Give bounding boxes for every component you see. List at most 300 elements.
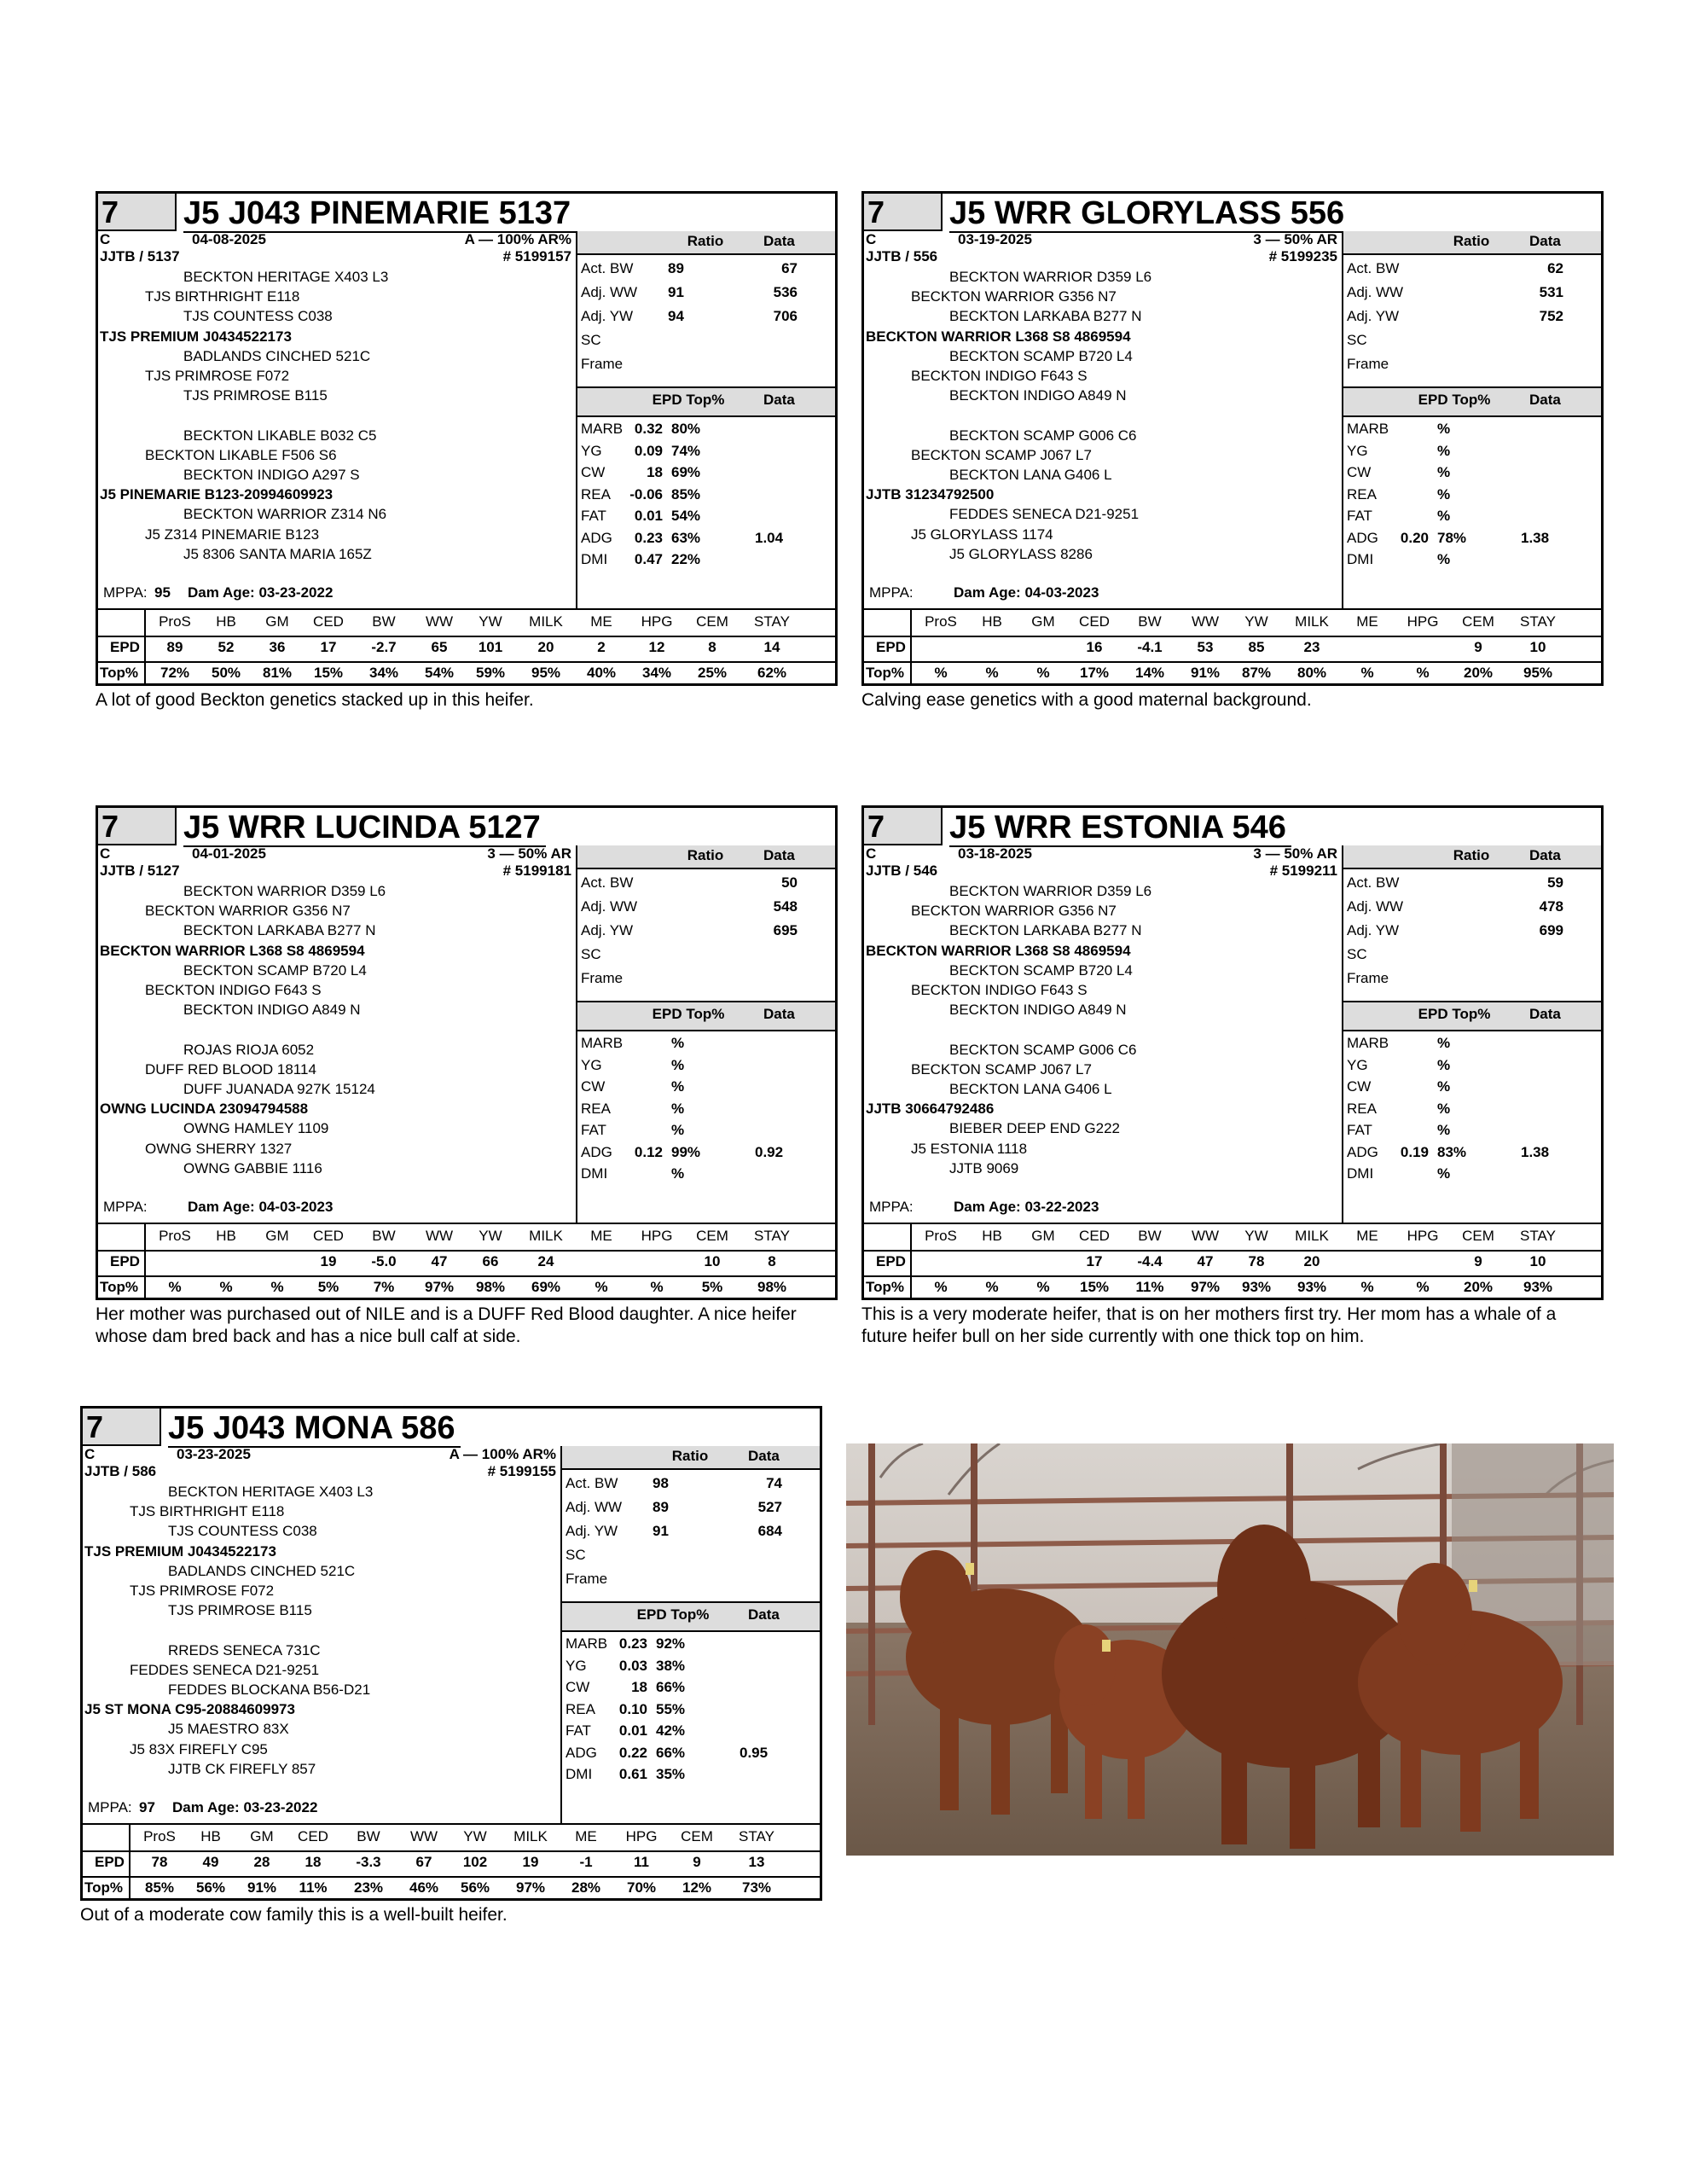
tag-number: JJTB / 556 — [866, 248, 938, 264]
epd-value: 20 — [1303, 1253, 1320, 1269]
epd-value: 14 — [763, 639, 780, 655]
pedigree-line: TJS PRIMROSE B115 — [168, 1602, 312, 1619]
epd-column-header: WW — [425, 613, 454, 630]
epd-column-header: ProS — [159, 613, 191, 630]
top-percent-value: % — [985, 665, 999, 681]
comment-glorylass: Calving ease genetics with a good maternal background. — [861, 690, 1312, 710]
epd-column-header: STAY — [739, 1828, 774, 1844]
pedigree-line: FEDDES SENECA D21-9251 — [949, 506, 1140, 523]
registration-number: # 5199157 — [502, 248, 571, 264]
top-percent-value: 56% — [195, 1879, 226, 1896]
epd-column-header: ME — [575, 1828, 597, 1844]
top-percent-value: 20% — [1463, 665, 1494, 681]
perf-label: SC — [1347, 332, 1367, 348]
pedigree-line: BECKTON INDIGO F643 S — [911, 368, 1088, 384]
epd-value: 65 — [431, 639, 448, 655]
dam-age: Dam Age: 04-03-2023 — [954, 584, 1099, 601]
perf-data: 699 — [1539, 922, 1563, 938]
top-row-label: Top% — [866, 665, 905, 681]
epd-column-header: BW — [372, 613, 396, 630]
epd-column-header: YW — [479, 1228, 502, 1244]
epd-column-header: ME — [1356, 1228, 1378, 1244]
carcass-label: FAT — [581, 508, 606, 524]
epd-column-header: ProS — [143, 1828, 176, 1844]
mppa-value: 95 — [154, 584, 171, 601]
carcass-label: ADG — [581, 529, 612, 546]
perf-label: Frame — [1347, 970, 1389, 986]
top-percent-value: 98% — [475, 1279, 506, 1295]
breed-percentage: 3 — 50% AR — [1253, 845, 1337, 862]
pedigree-line: BECKTON WARRIOR G356 N7 — [911, 903, 1117, 920]
top-percent-value: 34% — [641, 665, 672, 681]
carcass-label: REA — [566, 1700, 595, 1717]
registration-number: # 5199155 — [487, 1463, 556, 1479]
carcass-top: % — [671, 1165, 685, 1182]
top-percent-value: 73% — [741, 1879, 772, 1896]
epd-column-header: BW — [372, 1228, 396, 1244]
carcass-label: ADG — [566, 1744, 597, 1761]
pedigree-line: BECKTON SCAMP B720 L4 — [949, 961, 1133, 979]
epd-row-label: EPD — [876, 1253, 906, 1269]
pedigree-line: OWNG HAMLEY 1109 — [183, 1120, 329, 1137]
pedigree-line: BECKTON HERITAGE X403 L3 — [168, 1484, 374, 1500]
breed-percentage: 3 — 50% AR — [487, 845, 571, 862]
epd-column-header: BW — [357, 1828, 380, 1844]
pedigree-line: J5 ESTONIA 1118 — [911, 1140, 1028, 1157]
carcass-epd: 0.23 — [618, 1635, 647, 1652]
ratio-header: Ratio — [1453, 233, 1490, 249]
top-percent-value: 23% — [353, 1879, 384, 1896]
epd-column-header: HPG — [641, 1228, 673, 1244]
epd-column-header: ME — [590, 613, 612, 630]
comment-lucinda: Her mother was purchased out of NILE and is a DUFF Red Blood daughter. A nice heifer whose dam bred back and has a nice bull calf at side. — [96, 1304, 797, 1346]
pedigree-line: BECKTON WARRIOR D359 L6 — [949, 269, 1152, 285]
registration-number: # 5199211 — [1269, 863, 1337, 879]
pedigree-line: FEDDES SENECA D21-9251 — [130, 1661, 320, 1678]
ratio-header: Ratio — [687, 847, 724, 863]
epd-column-header: YW — [1244, 1228, 1268, 1244]
pedigree-line: FEDDES BLOCKANA B56-D21 — [168, 1682, 371, 1698]
carcass-top: 66% — [656, 1679, 686, 1695]
animal-name: J5 WRR LUCINDA 5127 — [183, 808, 546, 847]
top-percent-value: 81% — [262, 665, 293, 681]
carcass-epd: 0.01 — [618, 1722, 647, 1739]
carcass-label: YG — [581, 442, 602, 459]
perf-ratio: 89 — [653, 1499, 669, 1515]
pedigree-line: J5 GLORYLASS 1174 — [911, 526, 1053, 543]
pedigree-line: BECKTON LANA G406 L — [949, 1081, 1112, 1097]
pedigree-line: J5 Z314 PINEMARIE B123 — [145, 526, 320, 543]
tag-number: JJTB / 546 — [866, 863, 938, 879]
epd-value: 13 — [748, 1854, 765, 1870]
pedigree-line: BECKTON SCAMP B720 L4 — [183, 961, 367, 979]
epd-value: 85 — [1248, 639, 1265, 655]
pedigree-line: BADLANDS CINCHED 521C — [183, 347, 371, 364]
pedigree-line: BECKTON SCAMP B720 L4 — [949, 347, 1133, 364]
epd-value: 47 — [1197, 1253, 1214, 1269]
birth-date: 03-19-2025 — [958, 231, 1032, 247]
pedigree-line: TJS PRIMROSE B115 — [183, 387, 328, 404]
epd-row-label: EPD — [110, 1253, 140, 1269]
dam-age: Dam Age: 03-22-2023 — [954, 1199, 1099, 1215]
carcass-top: 42% — [656, 1722, 686, 1739]
epd-column-header: GM — [1031, 613, 1055, 630]
data-header-2: Data — [763, 392, 795, 408]
carcass-top: 66% — [656, 1744, 686, 1761]
pedigree-line: J5 8306 SANTA MARIA 165Z — [183, 545, 372, 562]
epd-column-header: WW — [425, 1228, 454, 1244]
perf-label: Act. BW — [1347, 874, 1400, 891]
top-percent-value: % — [934, 1279, 948, 1295]
perf-label: Adj. YW — [1347, 308, 1400, 324]
carcass-label: MARB — [566, 1635, 608, 1652]
lot-card-mona — [80, 1406, 822, 1901]
perf-data: 59 — [1547, 874, 1563, 891]
mppa-label: MPPA: — [103, 584, 148, 601]
carcass-epd: 0.22 — [618, 1744, 647, 1761]
epd-column-header: CEM — [1462, 1228, 1494, 1244]
carcass-label: REA — [1347, 1100, 1377, 1117]
perf-data: 74 — [766, 1475, 782, 1491]
epd-column-header: GM — [250, 1828, 274, 1844]
heifers-illustration — [846, 1443, 1614, 1856]
epd-value: -4.1 — [1137, 639, 1163, 655]
sex-code: C — [866, 231, 877, 247]
epd-value: 66 — [482, 1253, 499, 1269]
epd-column-header: STAY — [754, 1228, 790, 1244]
epd-value: -1 — [579, 1854, 593, 1870]
carcass-label: CW — [581, 464, 606, 480]
top-percent-value: 91% — [247, 1879, 277, 1896]
perf-ratio: 91 — [668, 284, 684, 300]
pedigree-line: BECKTON WARRIOR Z314 N6 — [183, 506, 387, 523]
pedigree-line: BECKTON INDIGO A849 N — [949, 1002, 1127, 1019]
epd-column-header: CED — [313, 1228, 344, 1244]
top-percent-value: 93% — [1241, 1279, 1272, 1295]
epd-column-header: HPG — [641, 613, 673, 630]
perf-data: 531 — [1539, 284, 1563, 300]
heifers-photo — [846, 1443, 1614, 1856]
carcass-top: % — [1437, 1056, 1451, 1073]
epd-value: 17 — [1086, 1253, 1103, 1269]
carcass-label: DMI — [581, 1165, 608, 1182]
pedigree-line: RREDS SENECA 731C — [168, 1641, 321, 1658]
sex-code: C — [100, 845, 111, 862]
carcass-label: YG — [581, 1056, 602, 1073]
carcass-top: % — [671, 1078, 685, 1095]
pedigree-line: TJS PREMIUM J0434522173 — [100, 328, 292, 345]
perf-label: Act. BW — [1347, 260, 1400, 276]
perf-ratio: 89 — [668, 260, 684, 276]
top-percent-value: 34% — [368, 665, 399, 681]
top-percent-value: % — [595, 1279, 608, 1295]
top-percent-value: 70% — [626, 1879, 657, 1896]
perf-label: Adj. YW — [581, 922, 634, 938]
epd-value: 10 — [704, 1253, 721, 1269]
carcass-top: 38% — [656, 1657, 686, 1674]
carcass-label: DMI — [1347, 551, 1374, 567]
epd-value: 67 — [415, 1854, 432, 1870]
pedigree-line: OWNG GABBIE 1116 — [183, 1159, 322, 1176]
epd-value: 78 — [1248, 1253, 1265, 1269]
epd-value: 10 — [1529, 1253, 1546, 1269]
epd-value: 8 — [708, 639, 716, 655]
epd-value: 49 — [202, 1854, 219, 1870]
pedigree-line: BADLANDS CINCHED 521C — [168, 1562, 356, 1579]
epd-row-label: EPD — [110, 639, 140, 655]
dam-age: Dam Age: 04-03-2023 — [188, 1199, 334, 1215]
pedigree-line: DUFF RED BLOOD 18114 — [145, 1060, 316, 1077]
epd-column-header: HPG — [1407, 613, 1439, 630]
epd-column-header: MILK — [529, 613, 563, 630]
carcass-top: 69% — [671, 464, 701, 480]
top-percent-value: 54% — [424, 665, 455, 681]
epd-column-header: HB — [982, 613, 1002, 630]
epd-column-header: GM — [265, 613, 289, 630]
carcass-top: % — [671, 1100, 685, 1117]
carcass-epd: 18 — [631, 1679, 647, 1695]
epd-column-header: WW — [409, 1828, 438, 1844]
pedigree-line: TJS COUNTESS C038 — [168, 1523, 317, 1540]
top-percent-value: 11% — [299, 1879, 328, 1896]
carcass-top: % — [1437, 1035, 1451, 1051]
top-row-label: Top% — [100, 1279, 139, 1295]
pedigree-line: ROJAS RIOJA 6052 — [183, 1041, 315, 1058]
epd-value: -4.4 — [1137, 1253, 1163, 1269]
carcass-label: REA — [1347, 485, 1377, 502]
ratio-header: Ratio — [1453, 847, 1490, 863]
epd-value: 11 — [634, 1854, 649, 1870]
pedigree-line: BECKTON WARRIOR D359 L6 — [183, 883, 386, 899]
comment-mona: Out of a moderate cow family this is a well-built heifer. — [80, 1905, 508, 1925]
carcass-top: % — [1437, 421, 1451, 437]
data-header-2: Data — [1529, 1006, 1561, 1022]
top-percent-value: 91% — [1190, 665, 1221, 681]
epd-value: 101 — [478, 639, 503, 655]
mppa-value: 97 — [139, 1799, 155, 1815]
perf-label: Adj. WW — [581, 898, 638, 915]
epd-value: 19 — [522, 1854, 539, 1870]
epd-value: 19 — [320, 1253, 337, 1269]
lot-number: 7 — [864, 808, 943, 845]
epd-value: 9 — [1474, 1253, 1482, 1269]
perf-label: Act. BW — [581, 260, 634, 276]
top-percent-value: 28% — [571, 1879, 601, 1896]
tag-number: JJTB / 5127 — [100, 863, 180, 879]
carcass-epd: 18 — [647, 464, 663, 480]
pedigree-line: BECKTON LANA G406 L — [949, 467, 1112, 483]
data-header: Data — [1529, 233, 1561, 249]
perf-label: SC — [581, 332, 601, 348]
lot-number: 7 — [98, 194, 177, 231]
epd-column-header: CED — [298, 1828, 328, 1844]
carcass-epd: 0.47 — [634, 551, 663, 567]
comment-pinemarie: A lot of good Beckton genetics stacked up in this heifer. — [96, 690, 534, 710]
perf-data: 62 — [1547, 260, 1563, 276]
pedigree-line: JJTB 30664792486 — [866, 1101, 995, 1118]
perf-label: Frame — [566, 1571, 608, 1587]
top-percent-value: 40% — [586, 665, 617, 681]
top-percent-value: 15% — [1079, 1279, 1110, 1295]
perf-label: SC — [1347, 946, 1367, 962]
top-percent-value: 95% — [1523, 665, 1553, 681]
perf-label: Adj. YW — [566, 1523, 618, 1539]
perf-label: Act. BW — [566, 1475, 618, 1491]
pedigree-line: J5 ST MONA C95-20884609973 — [84, 1701, 295, 1718]
carcass-label: MARB — [1347, 421, 1389, 437]
pedigree-line: BECKTON INDIGO A849 N — [949, 387, 1127, 404]
breed-percentage: A — 100% AR% — [449, 1446, 556, 1462]
carcass-label: YG — [1347, 1056, 1368, 1073]
carcass-label: FAT — [566, 1722, 591, 1739]
carcass-top: % — [1437, 1100, 1451, 1117]
pedigree-line: BECKTON LARKABA B277 N — [949, 922, 1142, 939]
carcass-top: 22% — [671, 551, 701, 567]
ratio-header: Ratio — [671, 1448, 709, 1464]
perf-label: Adj. YW — [1347, 922, 1400, 938]
data-header-2: Data — [748, 1606, 780, 1623]
pedigree-line: J5 MAESTRO 83X — [168, 1721, 289, 1738]
carcass-top: % — [671, 1035, 685, 1051]
carcass-epd: 0.32 — [634, 421, 663, 437]
epd-column-header: BW — [1138, 1228, 1162, 1244]
epd-value: 28 — [253, 1854, 270, 1870]
top-percent-value: % — [1416, 665, 1430, 681]
pedigree-line: BECKTON LIKABLE B032 C5 — [183, 427, 377, 444]
top-row-label: Top% — [84, 1879, 124, 1896]
carcass-label: DMI — [581, 551, 608, 567]
top-percent-value: 5% — [701, 1279, 723, 1295]
epd-column-header: CEM — [1462, 613, 1494, 630]
epd-value: 89 — [166, 639, 183, 655]
epd-value: 12 — [648, 639, 665, 655]
epd-column-header: GM — [1031, 1228, 1055, 1244]
carcass-data: 1.38 — [1521, 1143, 1550, 1160]
epd-column-header: HB — [216, 613, 236, 630]
epd-value: 47 — [431, 1253, 448, 1269]
perf-label: Adj. WW — [1347, 284, 1404, 300]
epd-value: 23 — [1303, 639, 1320, 655]
pedigree-line: BECKTON WARRIOR D359 L6 — [949, 883, 1152, 899]
carcass-top: 54% — [671, 508, 701, 524]
epd-column-header: MILK — [1295, 613, 1329, 630]
top-percent-value: % — [168, 1279, 182, 1295]
top-percent-value: 46% — [409, 1879, 439, 1896]
carcass-label: FAT — [581, 1122, 606, 1138]
top-percent-value: % — [650, 1279, 664, 1295]
carcass-data: 1.04 — [755, 529, 784, 546]
top-percent-value: % — [1036, 665, 1050, 681]
epd-column-header: GM — [265, 1228, 289, 1244]
top-percent-value: % — [270, 1279, 284, 1295]
carcass-data: 0.95 — [740, 1744, 769, 1761]
carcass-top: 85% — [671, 485, 701, 502]
pedigree-line: TJS PREMIUM J0434522173 — [84, 1542, 276, 1560]
sex-code: C — [84, 1446, 96, 1462]
carcass-label: DMI — [566, 1766, 593, 1782]
top-percent-value: 15% — [313, 665, 344, 681]
top-percent-value: 5% — [317, 1279, 339, 1295]
perf-label: Adj. WW — [1347, 898, 1404, 915]
top-percent-value: 12% — [682, 1879, 712, 1896]
carcass-top: % — [1437, 508, 1451, 524]
epd-column-header: HPG — [625, 1828, 658, 1844]
perf-data: 536 — [773, 284, 798, 300]
carcass-label: ADG — [1347, 1143, 1378, 1160]
pedigree-line: BECKTON INDIGO F643 S — [911, 982, 1088, 998]
epd-top-header: EPD Top% — [652, 1006, 725, 1022]
tag-number: JJTB / 586 — [84, 1463, 157, 1479]
perf-data: 67 — [781, 260, 798, 276]
lot-number: 7 — [83, 1409, 161, 1446]
epd-top-header: EPD Top% — [1418, 392, 1491, 408]
perf-data: 548 — [773, 898, 798, 915]
mppa-label: MPPA: — [869, 584, 914, 601]
pedigree-line: TJS PRIMROSE F072 — [130, 1583, 275, 1599]
pedigree-line: BECKTON INDIGO A849 N — [183, 1002, 361, 1019]
pedigree-line: OWNG LUCINDA 23094794588 — [100, 1101, 309, 1118]
top-percent-value: 50% — [211, 665, 241, 681]
data-header: Data — [748, 1448, 780, 1464]
epd-value: -3.3 — [356, 1854, 381, 1870]
carcass-top: 78% — [1437, 529, 1467, 546]
epd-column-header: ProS — [159, 1228, 191, 1244]
epd-value: 78 — [151, 1854, 168, 1870]
epd-value: 24 — [537, 1253, 554, 1269]
pedigree-line: BECKTON SCAMP J067 L7 — [911, 1060, 1092, 1077]
carcass-label: REA — [581, 485, 611, 502]
dam-age: Dam Age: 03-23-2022 — [188, 584, 334, 601]
carcass-label: CW — [1347, 464, 1372, 480]
carcass-top: % — [1437, 1078, 1451, 1095]
perf-label: Act. BW — [581, 874, 634, 891]
perf-data: 695 — [773, 922, 798, 938]
top-percent-value: 69% — [531, 1279, 561, 1295]
pedigree-line: BECKTON SCAMP G006 C6 — [949, 427, 1137, 444]
pedigree-line: BECKTON SCAMP J067 L7 — [911, 446, 1092, 463]
perf-ratio: 91 — [653, 1523, 669, 1539]
top-percent-value: 20% — [1463, 1279, 1494, 1295]
birth-date: 04-01-2025 — [192, 845, 266, 862]
animal-name: J5 WRR ESTONIA 546 — [949, 808, 1291, 847]
carcass-label: MARB — [581, 421, 624, 437]
birth-date: 03-23-2025 — [177, 1446, 251, 1462]
top-percent-value: 93% — [1523, 1279, 1553, 1295]
animal-name: J5 J043 MONA 586 — [168, 1409, 461, 1448]
carcass-label: MARB — [581, 1035, 624, 1051]
top-percent-value: 87% — [1241, 665, 1272, 681]
top-percent-value: 85% — [144, 1879, 175, 1896]
perf-data: 706 — [773, 308, 798, 324]
carcass-data: 0.92 — [755, 1143, 784, 1160]
epd-value: 36 — [269, 639, 286, 655]
pedigree-line: J5 83X FIREFLY C95 — [130, 1740, 268, 1757]
top-percent-value: 17% — [1079, 665, 1110, 681]
epd-value: 20 — [537, 639, 554, 655]
carcass-top: % — [1437, 485, 1451, 502]
epd-row-label: EPD — [95, 1854, 125, 1870]
perf-data: 684 — [757, 1523, 782, 1539]
pedigree-line: BECKTON INDIGO F643 S — [145, 982, 322, 998]
pedigree-line: J5 GLORYLASS 8286 — [949, 545, 1093, 562]
epd-top-header: EPD Top% — [636, 1606, 710, 1623]
epd-column-header: ME — [590, 1228, 612, 1244]
epd-column-header: ProS — [925, 1228, 957, 1244]
carcass-label: FAT — [1347, 1122, 1372, 1138]
epd-column-header: HB — [216, 1228, 236, 1244]
epd-column-header: STAY — [1520, 613, 1556, 630]
pedigree-line: BIEBER DEEP END G222 — [949, 1120, 1120, 1137]
